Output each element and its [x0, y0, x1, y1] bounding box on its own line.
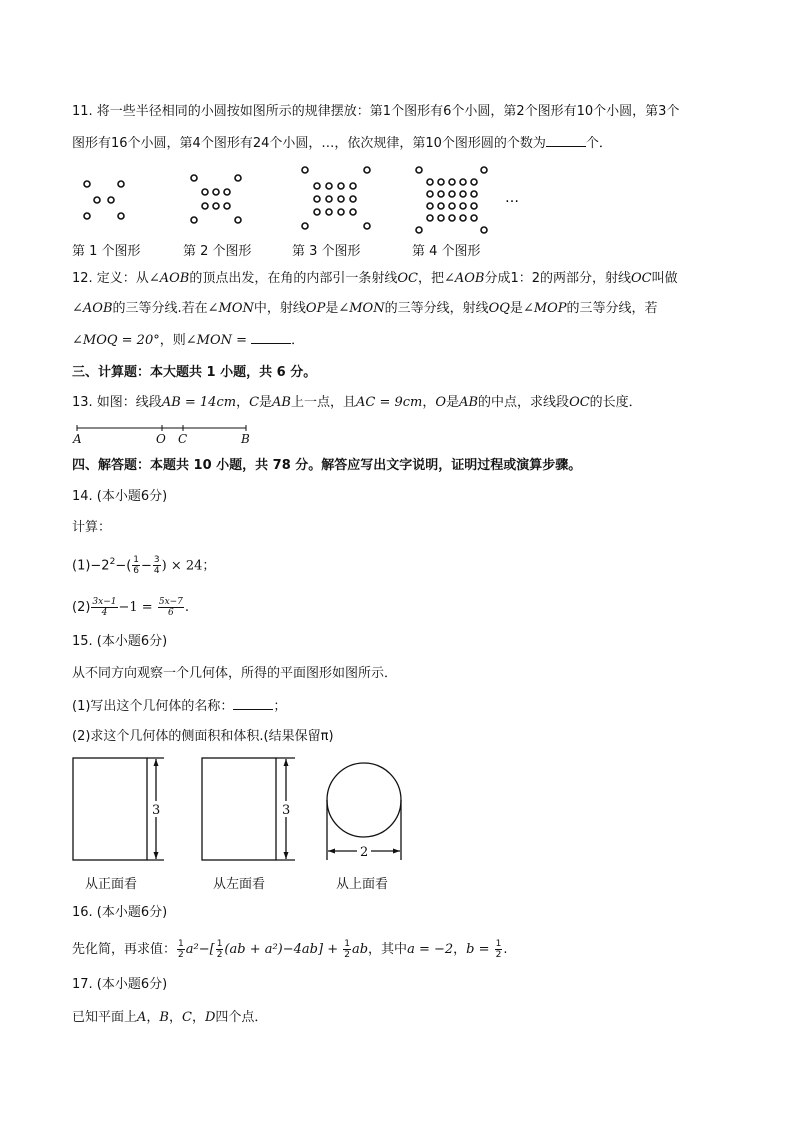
q14-frac-4: $\frac{5x-7}{6}$: [158, 597, 183, 618]
left-view-rect: [202, 758, 276, 860]
q13-segment-diagram: [70, 421, 270, 447]
q11-caption-4: 第 4 个图形: [412, 244, 481, 259]
q15-heading: 15. (本小题6分): [72, 634, 168, 649]
q12-m12: ∠MON =: [185, 333, 247, 348]
q17-m1: A: [137, 1010, 147, 1025]
q12-m2: OC: [397, 271, 418, 286]
q16-heading: 16. (本小题6分): [72, 905, 168, 920]
q17-text: [72, 1009, 267, 1027]
q16-m4: a = −2: [407, 942, 454, 957]
q11-caption-1: 第 1 个图形: [72, 244, 141, 259]
q16-expression: [72, 939, 508, 960]
q12-m11: ∠MOQ = 20°: [72, 333, 160, 348]
q12-t7: 中，射线: [253, 301, 306, 316]
q13-m4: AC = 9cm: [356, 395, 423, 410]
q13-m6: AB: [459, 395, 479, 410]
q12-m1: ∠AOB: [148, 271, 190, 286]
q14-p2-a: (2): [72, 600, 91, 615]
q14-p2-b: −1 =: [118, 600, 153, 615]
q12-line3: [72, 331, 304, 350]
q12-t2: 的顶点出发，在角的内部引一条射线: [189, 271, 398, 286]
q12-t1: 12. 定义：从: [72, 271, 149, 286]
q13-m2: C: [249, 395, 260, 410]
q11-line2-text: 图形有16个小圆，第4个图形有24个小圆，…，依次规律，第10个图形圆的个数为: [72, 136, 546, 151]
q17-m2: B: [159, 1010, 169, 1025]
q17-t4: ，: [191, 1010, 205, 1025]
q14-p2-c: .: [184, 600, 190, 615]
section-4-heading: 四、解答题：本题共 10 小题，共 78 分。解答应写出文字说明，证明过程或演算步骤。: [72, 458, 582, 473]
q17-m4: D: [204, 1010, 216, 1025]
q15-caption-front: 从正面看: [85, 877, 138, 892]
point-label-b: B: [241, 432, 250, 446]
top-view-width-label: 2: [360, 845, 369, 860]
q11-caption-3: 第 3 个图形: [292, 244, 361, 259]
q13-m7: OC: [569, 395, 590, 410]
q12-m5: ∠AOB: [72, 301, 113, 316]
q14-p1-b: −(: [115, 558, 132, 574]
q12-t11: 的三等分线，若: [566, 301, 658, 316]
q17-heading: 17. (本小题6分): [72, 977, 168, 992]
q12-line2: [72, 300, 658, 318]
q17-t1: 已知平面上: [72, 1010, 138, 1025]
q12-m7: OP: [305, 301, 326, 316]
q16-frac-2: $\frac{1}{2}$: [216, 939, 223, 960]
left-view-height-label: 3: [282, 803, 291, 818]
q16-t4: .: [503, 942, 508, 957]
q15-answer-blank: [233, 697, 273, 710]
q16-t2: ，其中: [368, 942, 408, 957]
q14-p1-a: (1)−2: [72, 558, 110, 574]
q12-line1: [72, 270, 678, 288]
q16-m3: ab: [351, 942, 369, 957]
pattern-figure-3: [302, 167, 370, 229]
q13-t1: 13. 如图：线段: [72, 395, 162, 410]
top-view-circle: [327, 763, 401, 837]
q17-m3: C: [182, 1010, 192, 1025]
front-view-height-label: 3: [152, 803, 161, 818]
q15-text: 从不同方向观察一个几何体，所得的平面图形如图所示．: [72, 666, 398, 681]
q11-line1: 11. 将一些半径相同的小圆按如图所示的规律摆放：第1个图形有6个小圆，第2个图形有10个小圆，第3个: [72, 104, 680, 119]
q12-t13: ．: [291, 333, 305, 348]
q13-t7: 的中点，求线段: [478, 395, 570, 410]
q16-t1: 先化简，再求值：: [72, 942, 177, 957]
q12-m8: ∠MON: [338, 301, 385, 316]
q12-t4: 分成1：2的两部分，射线: [484, 271, 631, 286]
q12-t10: 是: [509, 301, 523, 316]
point-label-a: A: [73, 432, 82, 446]
q14-p1-c: ) × 24；: [161, 558, 216, 574]
q14-frac-2: $\frac{3}{4}$: [153, 555, 160, 577]
q14-part1: [72, 553, 215, 576]
q14-heading: 14. (本小题6分): [72, 489, 168, 504]
q12-t6: 的三等分线.若在: [112, 301, 208, 316]
q11-line2: [72, 134, 612, 153]
q17-t2: ，: [146, 1010, 160, 1025]
section-3-heading: 三、计算题：本大题共 1 小题，共 6 分。: [72, 365, 317, 380]
pattern-ellipsis: …: [505, 190, 519, 206]
q16-m2: (ab + a²)−4ab] +: [224, 942, 339, 957]
q12-m10: ∠MOP: [522, 301, 567, 316]
q16-frac-4: $\frac{1}{2}$: [495, 939, 502, 960]
q14-p1-minus: −: [141, 558, 152, 574]
q12-t8: 是: [325, 301, 339, 316]
q11-answer-blank: [546, 134, 586, 147]
q15-part1: [72, 697, 286, 716]
q13-t3: 是: [259, 395, 273, 410]
q13-line: [72, 394, 642, 412]
q11-line2-end: 个．: [585, 136, 612, 151]
front-view-rect: [73, 758, 147, 860]
q16-m1: a²−[: [185, 942, 215, 957]
q13-t5: ，: [422, 395, 436, 410]
q15-caption-left: 从左面看: [213, 877, 266, 892]
q12-t12: ，则: [159, 333, 186, 348]
q14-frac-1: $\frac{1}{6}$: [133, 555, 140, 577]
q12-m3: ∠AOB: [443, 271, 485, 286]
q12-t9: 的三等分线，射线: [384, 301, 489, 316]
q15-caption-top: 从上面看: [336, 877, 389, 892]
q13-t2: ，: [236, 395, 250, 410]
q15-three-views: [70, 755, 420, 865]
q17-t3: ，: [168, 1010, 182, 1025]
q12-t5: 叫做: [651, 271, 678, 286]
q14-prompt: 计算：: [72, 520, 112, 535]
q11-pattern-figures: [64, 162, 584, 242]
q12-m4: OC: [631, 271, 652, 286]
pattern-figure-1: [84, 181, 124, 219]
q16-frac-3: $\frac{1}{2}$: [344, 939, 350, 960]
q14-p1-sup: 2: [109, 557, 116, 567]
q16-m5: b =: [466, 942, 490, 957]
q14-part2: [72, 597, 189, 618]
q13-m1: AB = 14cm: [161, 395, 237, 410]
q15-p1-a: (1)写出这个几何体的名称：: [72, 699, 234, 714]
q13-t4: 上一点，且: [291, 395, 357, 410]
point-label-o: O: [156, 432, 166, 446]
q15-p1-b: ；: [273, 699, 287, 714]
point-label-c: C: [178, 432, 188, 446]
q16-t3: ，: [453, 942, 467, 957]
q13-t6: 是: [446, 395, 460, 410]
q13-m3: AB: [272, 395, 291, 410]
q16-frac-1: $\frac{1}{2}$: [178, 939, 184, 960]
q12-answer-blank: [251, 331, 291, 344]
q13-m5: O: [435, 395, 447, 410]
q13-t8: 的长度．: [589, 395, 642, 410]
q12-m6: ∠MON: [207, 301, 254, 316]
q12-t3: ，把: [417, 271, 444, 286]
q14-frac-3: $\frac{3x-1}{4}$: [92, 597, 117, 618]
pattern-figure-4: [416, 167, 487, 233]
q15-part2: (2)求这个几何体的侧面积和体积.(结果保留π): [72, 729, 334, 744]
pattern-figure-2: [191, 175, 241, 223]
q12-m9: OQ: [488, 301, 510, 316]
q11-caption-2: 第 2 个图形: [183, 244, 252, 259]
q17-t5: 四个点．: [215, 1010, 268, 1025]
